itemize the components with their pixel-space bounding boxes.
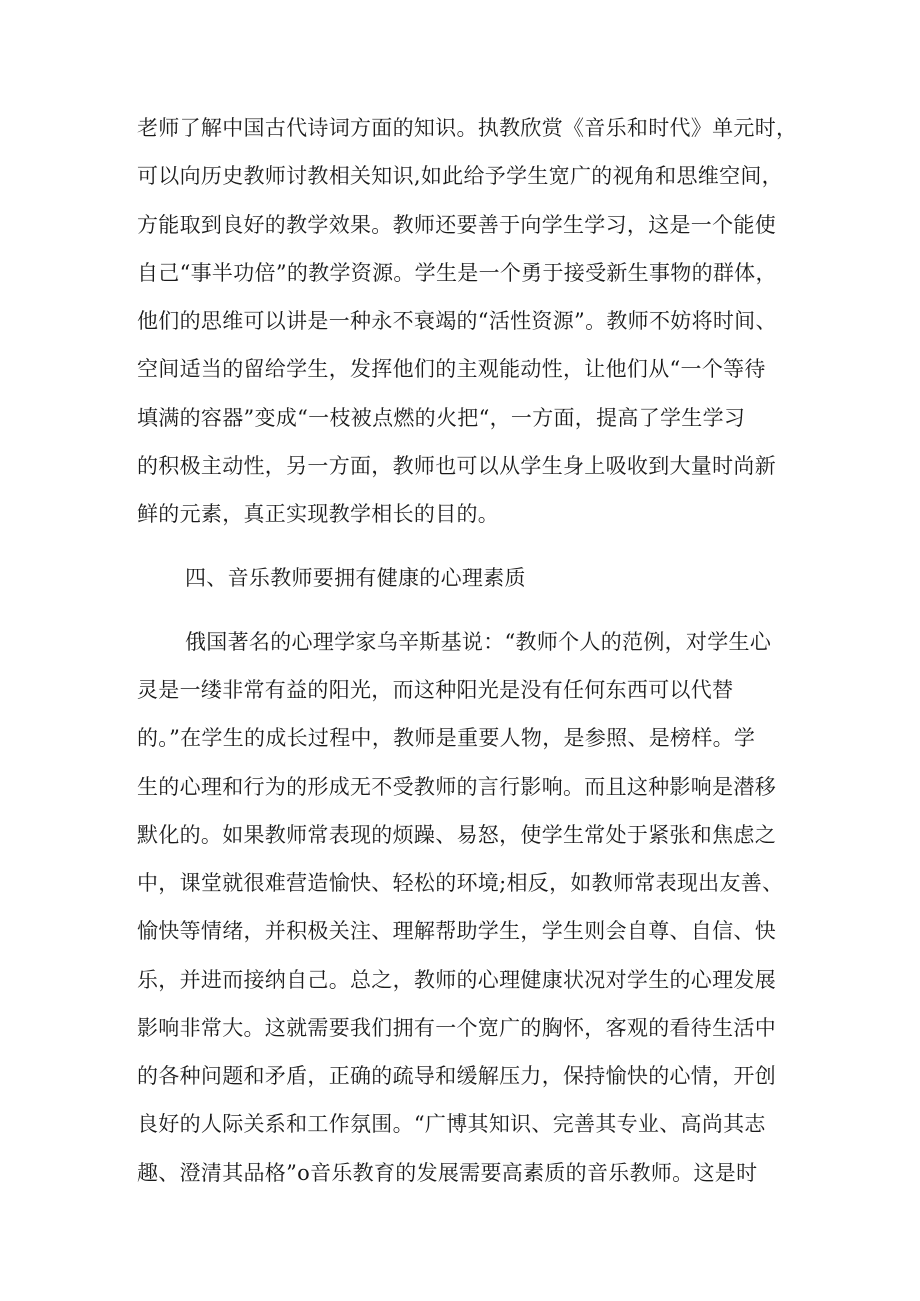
text-line: 的。”在学生的成长过程中，教师是重要人物，是参照、是榜样。学 (137, 726, 756, 750)
text-line: 填满的容器”变成“一枝被点燃的火把“，一方面，提高了学生学习 (137, 406, 746, 430)
text-line: 俄国著名的心理学家乌辛斯基说：“教师个人的范例，对学生心 (185, 630, 772, 654)
text-line: 他们的思维可以讲是一种永不衰竭的“活性资源”。教师不妨将时间、 (137, 309, 777, 333)
text-line: 默化的。如果教师常表现的烦躁、易怒，使学生常处于紧张和焦虑之 (137, 823, 776, 847)
text-line: 方能取到良好的教学效果。教师还要善于向学生学习，这是一个能使 (137, 213, 776, 237)
text-line: 生的心理和行为的形成无不受教师的言行影响。而且这种影响是潜移 (137, 775, 776, 799)
text-line: 中，课堂就很难营造愉快、轻松的环境;相反，如教师常表现出友善、 (137, 871, 784, 895)
text-line: 老师了解中国古代诗词方面的知识。执教欣赏《音乐和时代》单元时， (137, 116, 798, 140)
section-heading: 四、音乐教师要拥有健康的心理素质 (185, 566, 526, 590)
text-line: 良好的人际关系和工作氛围。“广博其知识、完善其专业、高尚其志 (137, 1112, 766, 1136)
text-line: 鲜的元素，真正实现教学相长的目的。 (137, 502, 500, 526)
text-line: 乐，并进而接纳自己。总之，教师的心理健康状况对学生的心理发展 (137, 968, 776, 992)
text-line: 趣、澄清其品格”o音乐教育的发展需要高素质的音乐教师。这是时 (137, 1161, 758, 1185)
text-line: 的积极主动性，另一方面，教师也可以从学生身上吸收到大量时尚新 (137, 454, 776, 478)
text-line: 空间适当的留给学生，发挥他们的主观能动性，让他们从“一个等待 (137, 357, 766, 381)
text-line: 自己“事半功倍”的教学资源。学生是一个勇于接受新生事物的群体， (137, 261, 777, 285)
text-line: 可以向历史教师讨教相关知识,如此给予学生宽广的视角和思维空间， (137, 164, 783, 188)
text-line: 灵是一缕非常有益的阳光，而这种阳光是没有任何东西可以代替 (137, 678, 734, 702)
text-line: 的各种问题和矛盾，正确的疏导和缓解压力，保持愉快的心情，开创 (137, 1064, 776, 1088)
text-line: 愉快等情绪，并积极关注、理解帮助学生，学生则会自尊、自信、快 (137, 919, 776, 943)
text-line: 影响非常大。这就需要我们拥有一个宽广的胸怀，客观的看待生活中 (137, 1016, 776, 1040)
